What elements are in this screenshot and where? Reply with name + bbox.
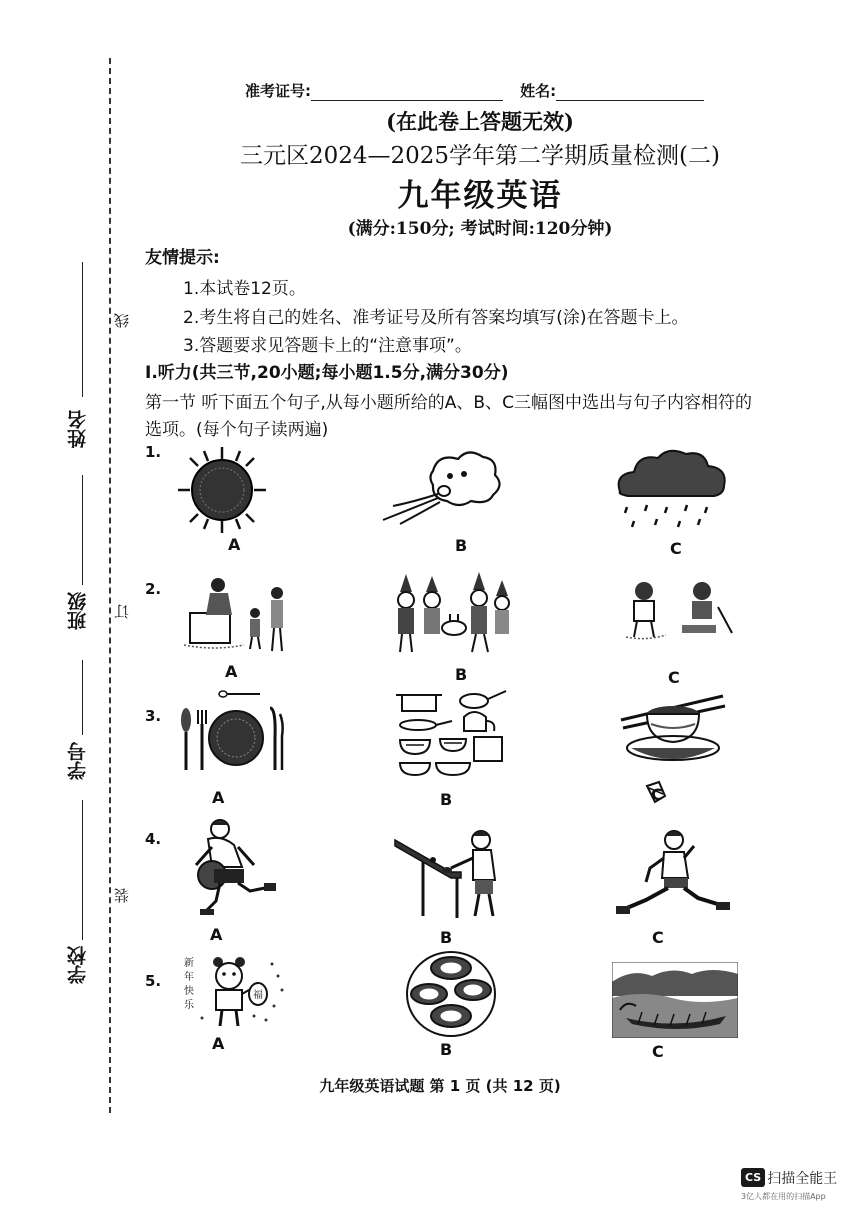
header-id-row [245, 80, 704, 101]
option-label: B [455, 536, 468, 555]
student-no-blank-line [82, 660, 83, 735]
sun-icon [172, 445, 272, 535]
sidebar-name-label: 姓名 [67, 410, 89, 448]
sidebar-school-label: 学校 [67, 946, 89, 984]
question-number: 4. [145, 830, 162, 848]
subject-title: 九年级英语 [397, 178, 563, 214]
part1-instruction-cont: 选项。(每个句子读两遍) [145, 420, 329, 440]
svg-text:乐: 乐 [184, 1000, 194, 1011]
watermark-sub: 3亿人都在用的扫描App [741, 1191, 826, 1201]
option-label: B [440, 1040, 453, 1059]
order-char: 订 [113, 604, 131, 619]
wind-cloud-icon [378, 446, 510, 531]
svg-text:新: 新 [184, 958, 194, 969]
svg-text:年: 年 [184, 972, 194, 983]
scanner-watermark [741, 1167, 837, 1202]
watermark-name: 扫描全能王 [767, 1170, 838, 1187]
mooncakes-icon [405, 950, 497, 1038]
western-tableware-icon [178, 690, 286, 776]
class-blank-line [82, 475, 83, 585]
cookware-icon [394, 685, 510, 783]
question-number: 2. [145, 580, 162, 598]
exam-id-field[interactable] [311, 84, 503, 101]
birthday-party-icon [384, 570, 514, 660]
tips-title: 友情提示: [145, 248, 220, 268]
option-label: B [455, 665, 468, 684]
option-label: A [212, 788, 225, 807]
question-number: 3. [145, 707, 162, 725]
exam-title: 三元区2024—2025学年第二学期质量检测(二) [239, 143, 720, 169]
tip-item: 3.答题要求见答题卡上的“注意事项”。 [183, 336, 472, 356]
tip-item: 2.考生将自己的姓名、准考证号及所有答案均填写(涂)在答题卡上。 [183, 308, 689, 328]
basketball-player-icon [182, 817, 280, 921]
name-blank-line [82, 262, 83, 397]
option-label: A [212, 1034, 225, 1053]
option-label: C [668, 668, 680, 687]
name-field[interactable] [556, 84, 704, 101]
option-label: A [210, 925, 223, 944]
question-number: 1. [145, 443, 162, 461]
exam-id-label: 准考证号: [245, 82, 311, 100]
rain-cloud-icon [612, 447, 734, 532]
section-heading: Ⅰ.听力(共三节,20小题;每小题1.5分,满分30分) [145, 363, 509, 383]
dragon-boat-icon [612, 962, 738, 1038]
line-char: 线 [113, 313, 131, 328]
new-year-girl-icon [182, 954, 288, 1030]
part1-instruction: 第一节 听下面五个句子,从每小题所给的A、B、C三幅图中选出与句子内容相符的 [145, 393, 752, 413]
school-blank-line [82, 800, 83, 940]
option-label: C [651, 785, 663, 804]
running-boy-icon [612, 822, 734, 918]
bind-char: 装 [113, 888, 131, 903]
page-footer: 九年级英语试题 第 1 页 (共 12 页) [319, 1077, 561, 1095]
option-label: C [652, 1042, 664, 1061]
name-label: 姓名: [520, 82, 557, 100]
invalid-note: (在此卷上答题无效) [386, 109, 574, 134]
question-number: 5. [145, 972, 162, 990]
binding-dashed-line [109, 58, 111, 1113]
sidebar-class-label: 班级 [67, 592, 89, 630]
sidebar-student-no-label: 学号 [67, 742, 89, 780]
cleaning-kids-icon [622, 577, 737, 642]
score-time: (满分:150分; 考试时间:120分钟) [347, 219, 613, 239]
rice-bowl-chopsticks-icon [619, 690, 731, 808]
shopping-scene-icon [180, 573, 292, 655]
camscanner-logo-icon: CS [741, 1168, 765, 1187]
option-label: C [670, 539, 682, 558]
option-label: B [440, 928, 453, 947]
svg-text:福: 福 [253, 990, 263, 1001]
option-label: B [440, 790, 453, 809]
option-label: A [225, 662, 238, 681]
table-tennis-player-icon [393, 822, 513, 922]
option-label: C [652, 928, 664, 947]
option-label: A [228, 535, 241, 554]
svg-text:快: 快 [184, 986, 194, 997]
tip-item: 1.本试卷12页。 [183, 279, 306, 299]
